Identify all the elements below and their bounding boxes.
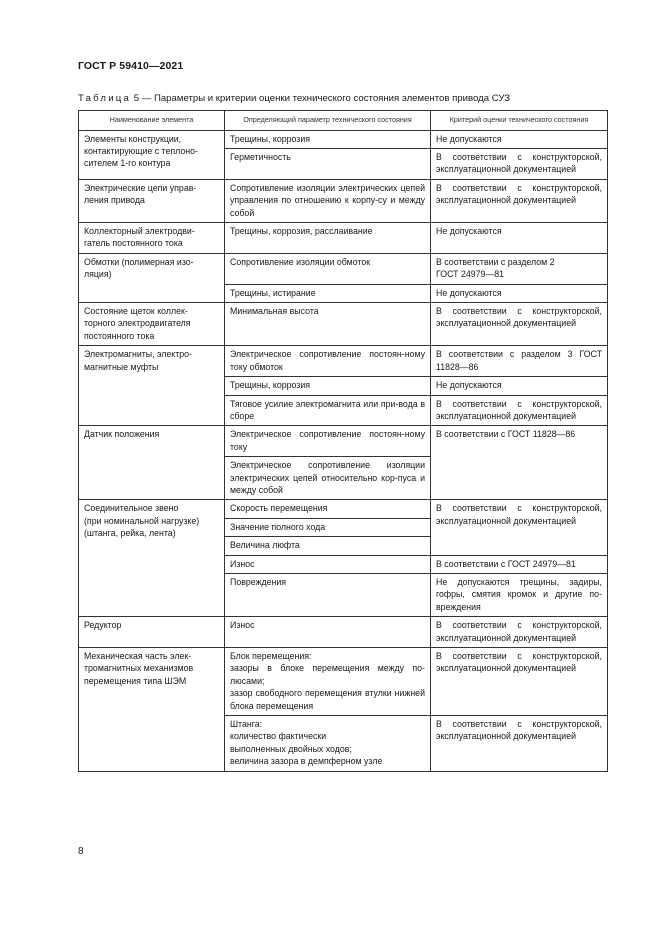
parameter-cell: Износ [225, 555, 431, 573]
table-row [79, 346, 608, 377]
criterion-cell: В соответствии с конструкторской, эксплуатационной документацией [431, 648, 608, 716]
parameter-cell: Значение полного хода [225, 518, 431, 536]
criterion-cell: В соответствии с ГОСТ 11828—86 [431, 426, 608, 500]
element-cell: Электрические цепи управ-ления привода [79, 179, 225, 222]
document-number: ГОСТ Р 59410—2021 [78, 60, 184, 72]
criterion-cell: В соответствии с конструкторской, эксплуатационной документацией [431, 149, 608, 180]
parameter-cell: Штанга: количество фактически выполненных двойных ходов; величина зазора в демпферном узле [225, 716, 431, 772]
table-row [79, 223, 608, 254]
table-caption-text: 5 — Параметры и критерии оценки технического состояния элементов привода СУЗ [133, 93, 511, 104]
criterion-cell: В соответствии с конструкторской, эксплуатационной документацией [431, 617, 608, 648]
element-cell: Элементы конструкции, контактирующие с теплоно-сителем 1-го контура [79, 130, 225, 179]
criterion-cell: Не допускаются [431, 130, 608, 148]
table-row [79, 426, 608, 457]
criterion-cell: В соответствии с ГОСТ 24979—81 [431, 555, 608, 573]
parameter-cell: Сопротивление изоляции обмоток [225, 253, 431, 284]
table-caption [78, 93, 510, 104]
parameter-cell: Износ [225, 617, 431, 648]
table-row [79, 253, 608, 284]
criterion-cell: В соответствии с разделом 2 ГОСТ 24979—81 [431, 253, 608, 284]
parameter-cell: Трещины, коррозия [225, 130, 431, 148]
parameters-table [78, 110, 608, 772]
parameter-cell: Тяговое усилие электромагнита или при-вода в сборе [225, 395, 431, 426]
parameter-cell: Сопротивление изоляции электрических цепей управления по отношению к корпу-су и между собой [225, 179, 431, 222]
parameter-cell: Трещины, коррозия [225, 377, 431, 395]
table-caption-label: Таблица [78, 93, 132, 104]
criterion-cell: В соответствии с конструкторской, эксплуатационной документацией [431, 716, 608, 772]
column-header-parameter: Определяющий параметр технического состояния [225, 111, 431, 131]
column-header-criterion: Критерий оценки технического состояния [431, 111, 608, 131]
criterion-cell: Не допускаются [431, 284, 608, 302]
parameter-cell: Трещины, истирание [225, 284, 431, 302]
parameter-cell: Величина люфта [225, 537, 431, 555]
parameter-cell: Минимальная высота [225, 303, 431, 346]
table-header-row [79, 111, 608, 131]
element-cell: Соединительное звено (при номинальной нагрузке) (штанга, рейка, лента) [79, 500, 225, 617]
table-row [79, 500, 608, 518]
element-cell: Состояние щеток коллек-торного электродвигателя постоянного тока [79, 303, 225, 346]
criterion-cell: В соответствии с конструкторской, эксплуатационной документацией [431, 303, 608, 346]
table-row [79, 617, 608, 648]
parameter-cell: Герметичность [225, 149, 431, 180]
criterion-cell: Не допускаются [431, 223, 608, 254]
criterion-cell: Не допускаются трещины, задиры, гофры, смятия кромок и другие по-вреждения [431, 573, 608, 616]
element-cell: Обмотки (полимерная изо-ляция) [79, 253, 225, 302]
parameter-cell: Электрическое сопротивление изоляции электрических цепей относительно кор-пуса и между собой [225, 457, 431, 500]
parameter-cell: Электрическое сопротивление постоян-ному току обмоток [225, 346, 431, 377]
element-cell: Электромагниты, электро-магнитные муфты [79, 346, 225, 426]
element-cell: Механическая часть элек-тромагнитных механизмов перемещения типа ШЭМ [79, 648, 225, 772]
parameter-cell: Повреждения [225, 573, 431, 616]
table-row [79, 130, 608, 148]
criterion-cell: В соответствии с конструкторской, эксплуатационной документацией [431, 395, 608, 426]
criterion-cell: В соответствии с конструкторской, эксплуатационной документацией [431, 179, 608, 222]
criterion-cell: Не допускаются [431, 377, 608, 395]
page-number: 8 [78, 846, 84, 857]
criterion-cell: В соответствии с конструкторской, эксплуатационной документацией [431, 500, 608, 555]
element-cell: Коллекторный электродви-гатель постоянного тока [79, 223, 225, 254]
parameter-cell: Скорость перемещения [225, 500, 431, 518]
table-row [79, 179, 608, 222]
table-row [79, 648, 608, 716]
element-cell: Датчик положения [79, 426, 225, 500]
parameter-cell: Трещины, коррозия, расслаивание [225, 223, 431, 254]
element-cell: Редуктор [79, 617, 225, 648]
criterion-cell: В соответствии с разделом 3 ГОСТ 11828—86 [431, 346, 608, 377]
parameter-cell: Электрическое сопротивление постоян-ному току [225, 426, 431, 457]
column-header-element: Наименование элемента [79, 111, 225, 131]
parameter-cell: Блок перемещения: зазоры в блоке перемещения между по-люсами; зазор свободного перемещения втулки нижней блока перемещения [225, 648, 431, 716]
table-row [79, 303, 608, 346]
